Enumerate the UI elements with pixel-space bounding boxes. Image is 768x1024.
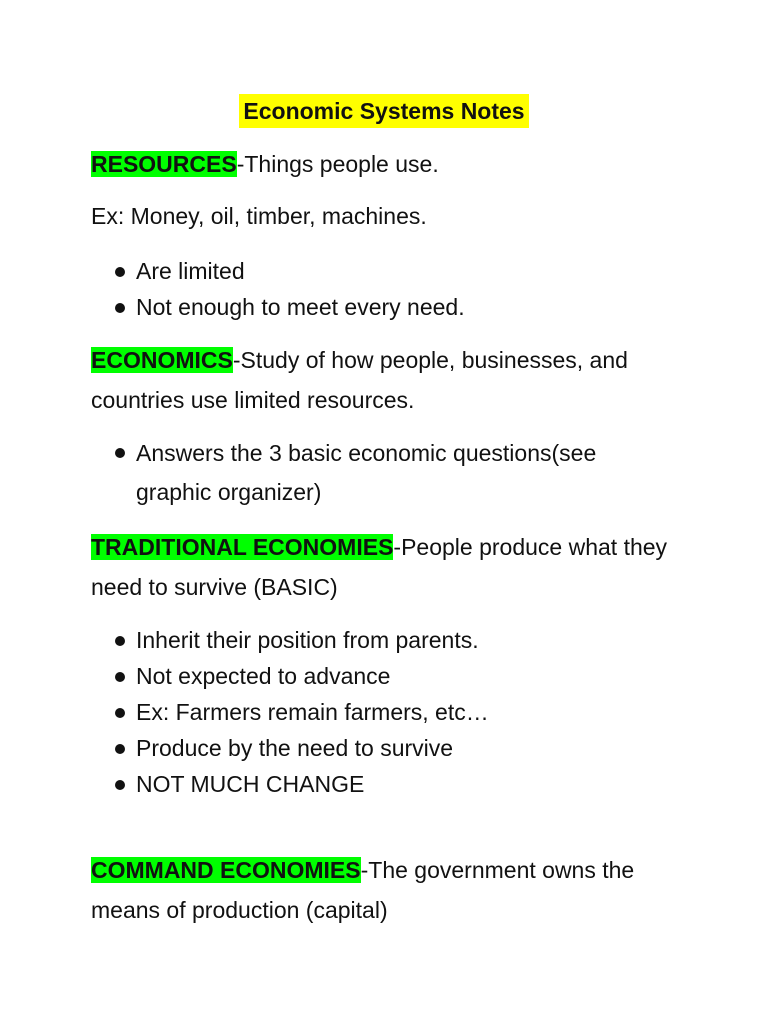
traditional-definition [91, 527, 691, 607]
list-item: Inherit their position from parents. [91, 622, 651, 658]
list-item: Are limited [91, 253, 651, 289]
list-item: Not expected to advance [91, 658, 651, 694]
resources-bullet-list [91, 253, 651, 325]
traditional-definition-text: -People produce what they need to survive (BASIC) [91, 534, 668, 600]
traditional-bullet-list [91, 622, 651, 802]
resources-definition [91, 144, 691, 184]
economics-definition-text: -Study of how people, businesses, and countries use limited resources. [91, 347, 628, 413]
list-item: Not enough to meet every need. [91, 289, 651, 325]
list-item: Produce by the need to survive [91, 730, 651, 766]
economics-bullet-list [91, 434, 651, 512]
list-item: Ex: Farmers remain farmers, etc… [91, 694, 651, 730]
command-definition [91, 850, 691, 930]
resources-definition-text: -Things people use. [236, 151, 439, 177]
command-term: COMMAND ECONOMIES [91, 857, 361, 883]
economics-definition [91, 340, 691, 420]
page-title: Economic Systems Notes [239, 94, 528, 128]
list-item: NOT MUCH CHANGE [91, 766, 651, 802]
traditional-term: TRADITIONAL ECONOMIES [91, 534, 394, 560]
title-container [0, 94, 768, 128]
resources-example: Ex: Money, oil, timber, machines. [91, 203, 427, 229]
command-definition-text: -The government owns the means of production (capital) [91, 857, 635, 923]
economics-term: ECONOMICS [91, 347, 233, 373]
list-item: Answers the 3 basic economic questions(see graphic organizer) [91, 434, 651, 512]
resources-term: RESOURCES [91, 151, 237, 177]
